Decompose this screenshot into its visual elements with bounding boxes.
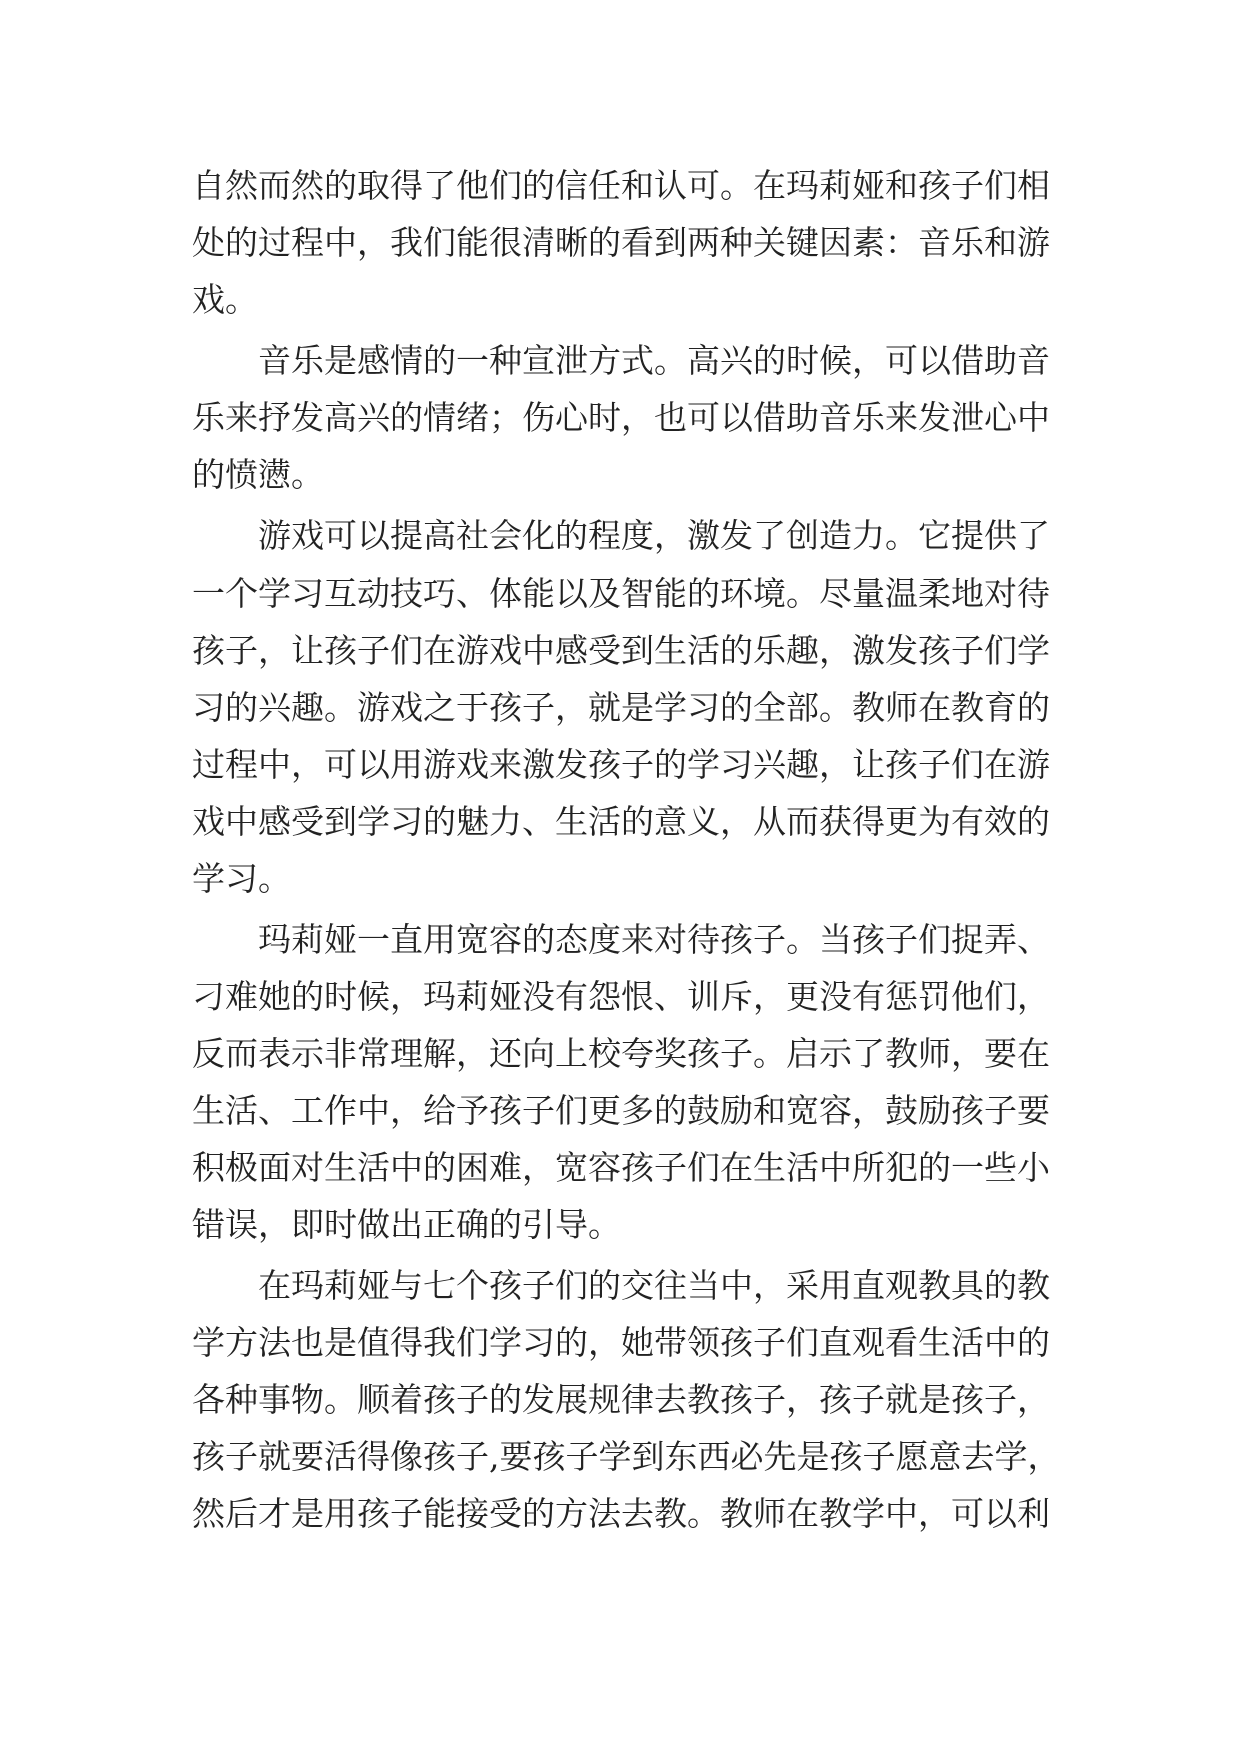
text-line: 处的过程中，我们能很清晰的看到两种关键因素：音乐和游 (192, 223, 1050, 262)
text-line: 习的兴趣。游戏之于孩子，就是学习的全部。教师在教育的 (192, 688, 1050, 727)
text-line: 刁难她的时候，玛莉娅没有怨恨、训斥，更没有惩罚他们， (192, 977, 1050, 1016)
text-line: 自然而然的取得了他们的信任和认可。在玛莉娅和孩子们相 (192, 166, 1050, 205)
paragraph-first-line: 在玛莉娅与七个孩子们的交往当中，采用直观教具的教 (258, 1266, 1050, 1305)
text-line: 积极面对生活中的困难，宽容孩子们在生活中所犯的一些小 (192, 1148, 1050, 1187)
paragraph-first-line: 音乐是感情的一种宣泄方式。高兴的时候，可以借助音 (258, 341, 1050, 380)
text-line: 学方法也是值得我们学习的，她带领孩子们直观看生活中的 (192, 1323, 1050, 1362)
text-line: 乐来抒发高兴的情绪；伤心时，也可以借助音乐来发泄心中 (192, 398, 1050, 437)
text-line: 反而表示非常理解，还向上校夸奖孩子。启示了教师，要在 (192, 1034, 1050, 1073)
text-line: 错误，即时做出正确的引导。 (192, 1205, 621, 1244)
text-line: 孩子，让孩子们在游戏中感受到生活的乐趣，激发孩子们学 (192, 631, 1050, 670)
text-line: 一个学习互动技巧、体能以及智能的环境。尽量温柔地对待 (192, 574, 1050, 613)
paragraph-first-line: 玛莉娅一直用宽容的态度来对待孩子。当孩子们捉弄、 (258, 920, 1050, 959)
text-line: 的愤懑。 (192, 455, 324, 494)
text-line: 过程中，可以用游戏来激发孩子的学习兴趣，让孩子们在游 (192, 745, 1050, 784)
text-line: 戏中感受到学习的魅力、生活的意义，从而获得更为有效的 (192, 802, 1050, 841)
text-line: 然后才是用孩子能接受的方法去教。教师在教学中，可以利 (192, 1494, 1050, 1533)
text-line: 戏。 (192, 280, 258, 319)
text-line: 学习。 (192, 859, 291, 898)
paragraph-first-line: 游戏可以提高社会化的程度，激发了创造力。它提供了 (258, 516, 1050, 555)
text-line: 生活、工作中，给予孩子们更多的鼓励和宽容，鼓励孩子要 (192, 1091, 1050, 1130)
text-line: 各种事物。顺着孩子的发展规律去教孩子，孩子就是孩子， (192, 1380, 1050, 1419)
text-line: 孩子就要活得像孩子,要孩子学到东西必先是孩子愿意去学， (192, 1437, 1061, 1476)
